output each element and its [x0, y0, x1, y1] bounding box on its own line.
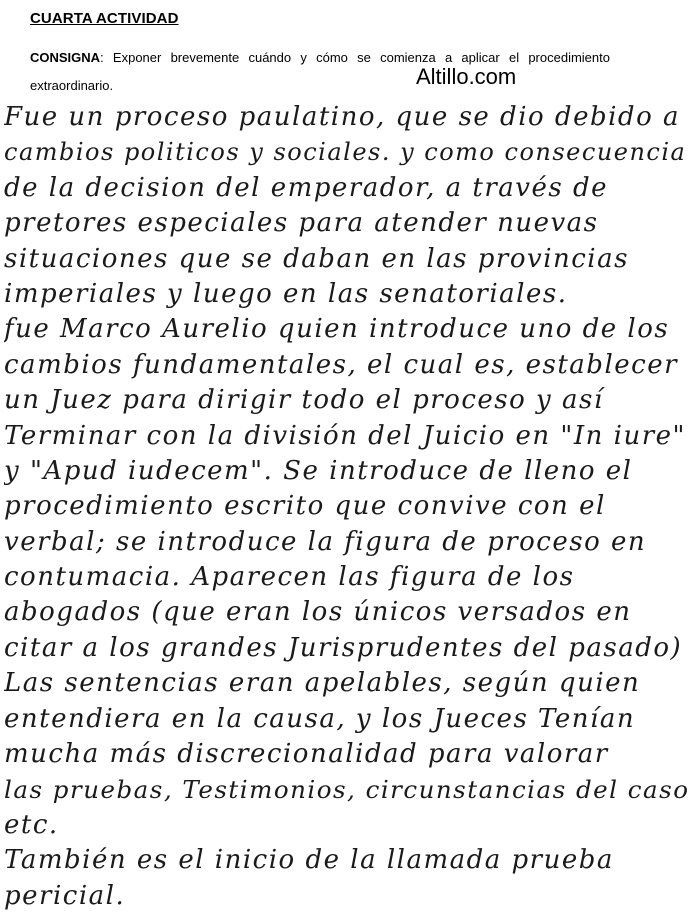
handwritten-line: entendiera en la causa, y los Jueces Tenían — [4, 703, 636, 734]
handwritten-line: mucha más discrecionalidad para valorar — [4, 739, 609, 770]
handwritten-line: pretores especiales para atender nuevas — [4, 208, 599, 239]
handwritten-line: Terminar con la división del Juicio en "In iure" — [4, 420, 686, 451]
handwritten-line: y "Apud iudecem". Se introduce de lleno el — [4, 455, 633, 486]
handwritten-line: las pruebas, Testimonios, circunstancias del caso — [4, 775, 690, 805]
handwritten-line: Las sentencias eran apelables, según quien — [4, 668, 641, 699]
handwritten-line: de la decision del emperador, a través de — [4, 172, 608, 203]
handwritten-line: situaciones que se daban en las provincias — [4, 243, 629, 274]
handwritten-line: abogados (que eran los únicos versados en — [4, 597, 632, 628]
page-title: CUARTA ACTIVIDAD — [30, 10, 179, 27]
handwritten-line: contumacia. Aparecen las figura de los — [4, 562, 575, 593]
handwritten-line: cambios fundamentales, el cual es, establecer — [4, 349, 679, 380]
handwritten-line: pericial. — [4, 880, 126, 911]
handwritten-line: Fue un proceso paulatino, que se dio debido a — [4, 102, 680, 132]
handwritten-line: etc. — [4, 809, 59, 840]
handwritten-line: cambios politicos y sociales. y como consecuencia — [4, 138, 687, 167]
handwritten-line: fue Marco Aurelio quien introduce uno de los — [4, 314, 670, 345]
instruction-paragraph — [30, 44, 610, 100]
handwritten-line: citar a los grandes Jurisprudentes del pasado) — [4, 632, 683, 663]
watermark-text: Altillo.com — [416, 64, 517, 89]
handwritten-line: procedimiento escrito que convive con el — [4, 491, 606, 522]
handwritten-line: verbal; se introduce la figura de proceso en — [4, 526, 647, 557]
instruction-text: : Exponer brevemente cuándo y cómo se comienza a aplicar el procedimiento extraordinario. — [30, 50, 610, 93]
handwritten-line: un Juez para dirigir todo el proceso y así — [4, 385, 604, 416]
handwritten-line: También es el inicio de la llamada prueba — [4, 845, 614, 876]
handwritten-answer — [4, 100, 696, 914]
handwritten-line: imperiales y luego en las senatoriales. — [4, 278, 568, 309]
instruction-label: CONSIGNA — [30, 50, 101, 65]
